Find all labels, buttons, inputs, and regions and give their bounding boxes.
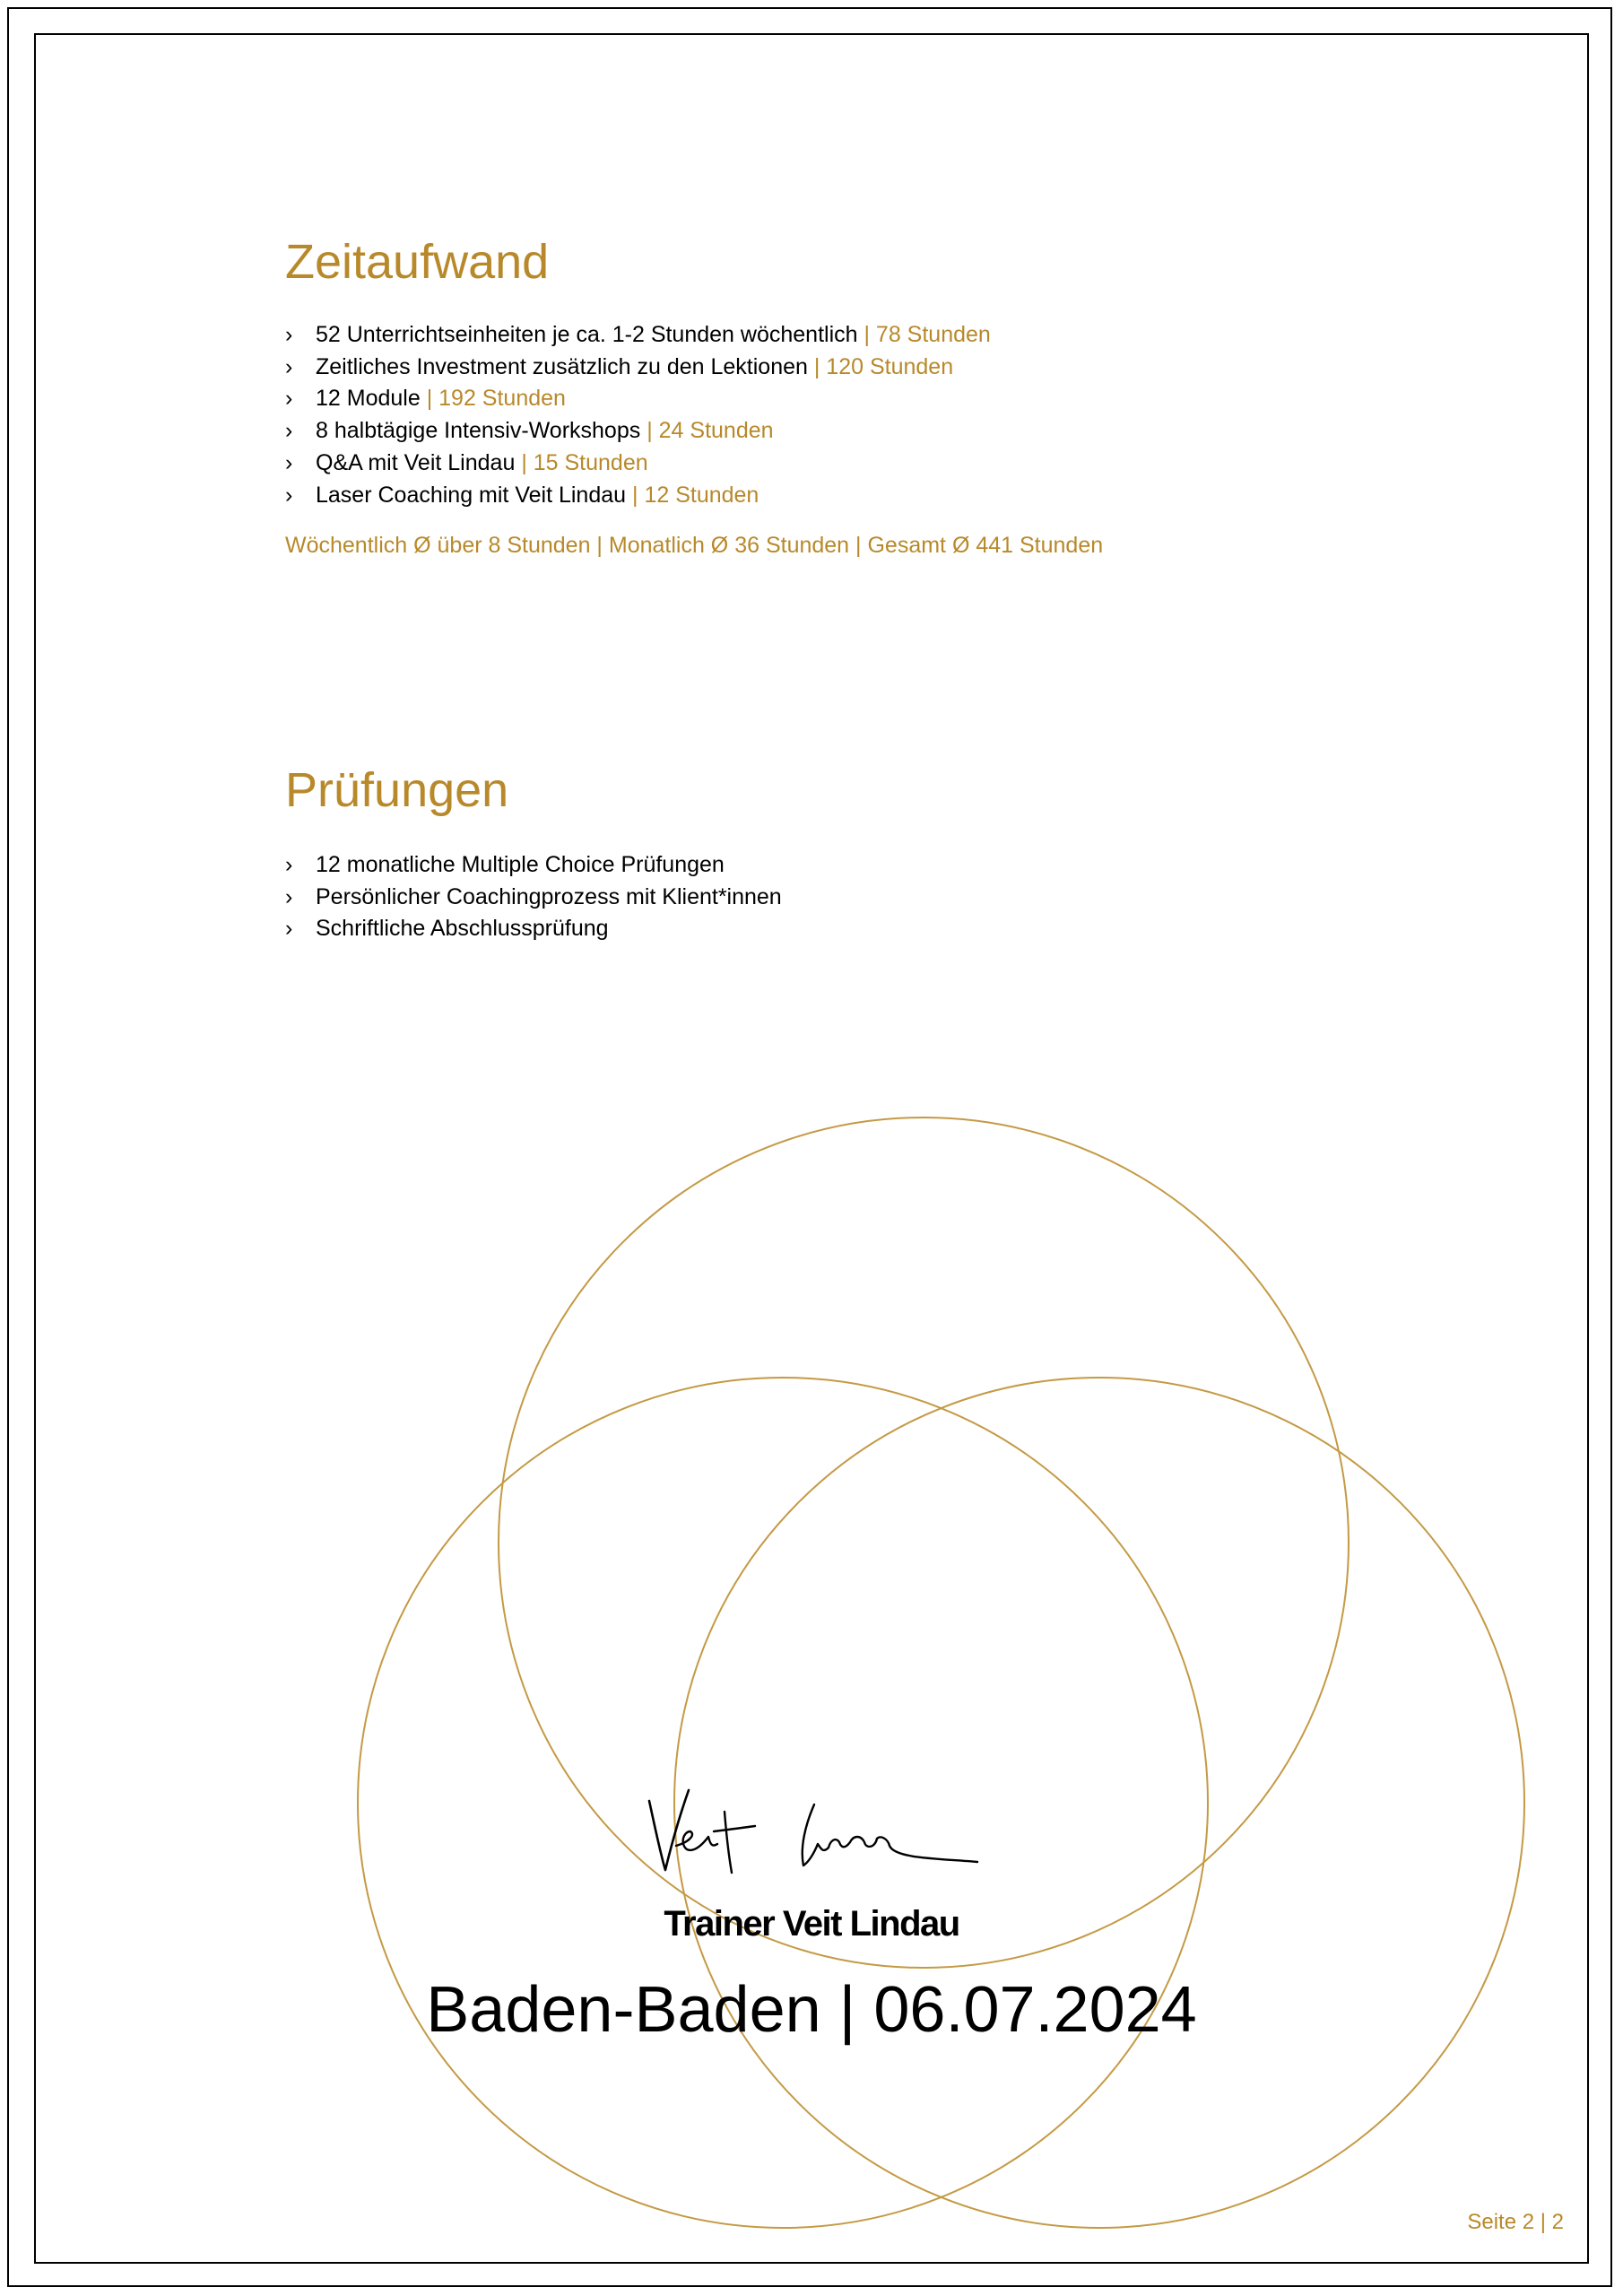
item-text: 8 halbtägige Intensiv-Workshops	[316, 418, 641, 444]
item-hours: | 192 Stunden	[426, 386, 566, 412]
list-item	[285, 383, 991, 415]
list-item	[285, 913, 782, 945]
bullet-icon: ›	[285, 883, 293, 909]
item-hours: | 12 Stunden	[632, 482, 759, 508]
list-item	[285, 882, 782, 914]
list-item	[285, 480, 991, 512]
item-hours: | 15 Stunden	[521, 449, 648, 475]
signature-stroke-v	[649, 1790, 689, 1870]
item-text: Laser Coaching mit Veit Lindau	[316, 482, 627, 508]
bullet-icon: ›	[285, 916, 293, 942]
bullet-icon: ›	[285, 418, 293, 444]
item-text: Q&A mit Veit Lindau	[316, 449, 516, 475]
zeitaufwand-summary: Wöchentlich Ø über 8 Stunden | Monatlich Ø 36 Stunden | Gesamt Ø 441 Stunden	[285, 533, 1104, 558]
signature-stroke-eit	[676, 1812, 755, 1873]
list-item	[285, 448, 991, 480]
item-text: 52 Unterrichtseinheiten je ca. 1-2 Stunden wöchentlich	[316, 322, 858, 347]
item-text: 12 Module	[316, 386, 421, 412]
bullet-icon: ›	[285, 449, 293, 475]
bullet-icon: ›	[285, 322, 293, 347]
signature-stroke-lindau	[803, 1805, 977, 1866]
list-item	[285, 849, 782, 882]
item-text: Schriftliche Abschlussprüfung	[316, 916, 609, 942]
signer-name: Trainer Veit Lindau	[664, 1904, 959, 1944]
zeitaufwand-title: Zeitaufwand	[285, 235, 550, 289]
pruefungen-list	[285, 849, 782, 945]
item-text: 12 monatliche Multiple Choice Prüfungen	[316, 852, 725, 877]
item-hours: | 78 Stunden	[864, 322, 991, 347]
list-item	[285, 415, 991, 448]
item-hours: | 120 Stunden	[813, 353, 954, 379]
bullet-icon: ›	[285, 852, 293, 877]
item-text: Zeitliches Investment zusätzlich zu den Lektionen	[316, 353, 808, 379]
page-number: Seite 2 | 2	[1467, 2210, 1564, 2234]
zeitaufwand-list	[285, 319, 991, 511]
bullet-icon: ›	[285, 482, 293, 508]
item-text: Persönlicher Coachingprozess mit Klient*innen	[316, 883, 782, 909]
bullet-icon: ›	[285, 386, 293, 412]
place-and-date: Baden-Baden | 06.07.2024	[426, 1974, 1197, 2046]
pruefungen-title: Prüfungen	[285, 763, 509, 817]
signature-image	[638, 1785, 983, 1885]
list-item	[285, 352, 991, 384]
list-item	[285, 319, 991, 352]
item-hours: | 24 Stunden	[647, 418, 774, 444]
bullet-icon: ›	[285, 353, 293, 379]
